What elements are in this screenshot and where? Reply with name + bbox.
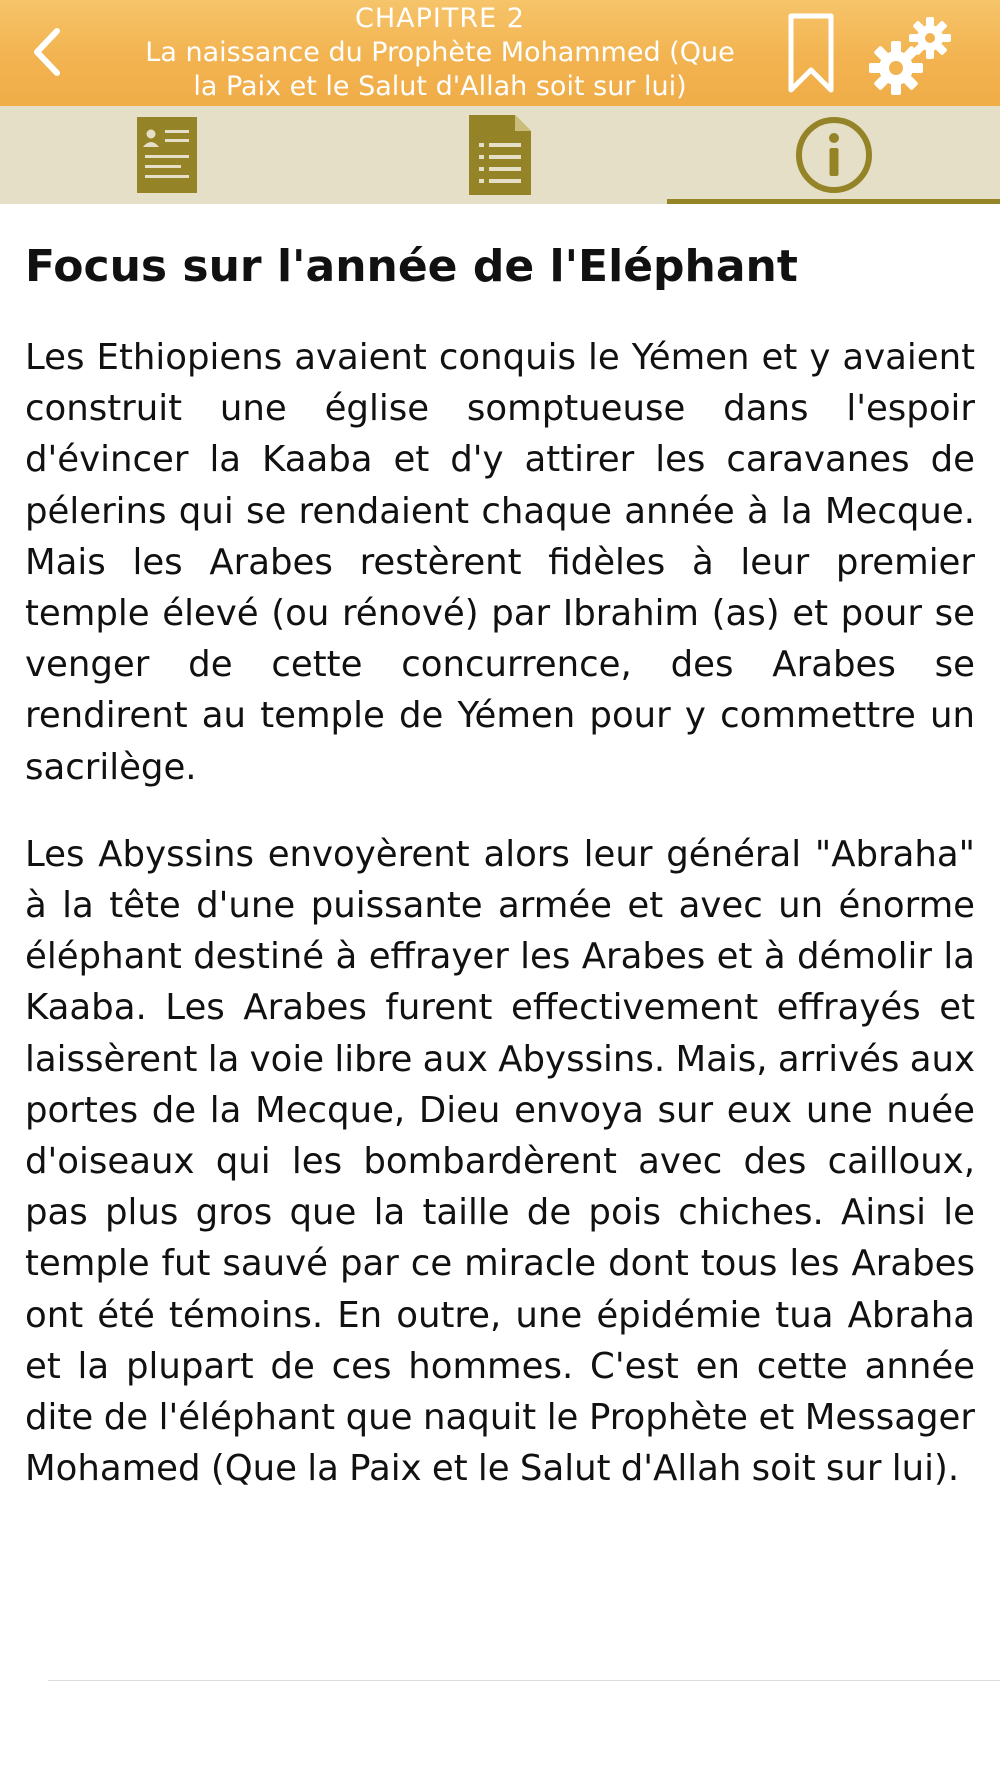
chevron-left-icon <box>29 27 63 77</box>
article-heading: Focus sur l'année de l'Eléphant <box>25 241 798 292</box>
bookmark-button[interactable] <box>785 12 837 96</box>
document-list-icon <box>469 115 531 195</box>
article-paragraph-1: Les Ethiopiens avaient conquis le Yémen et y avaient construit une église somptueuse dans l'espoir d'évincer la Kaaba et d'y attirer les caravanes de pélerins qui se rendaient chaque année à la Mecque. Mais les Arabes restèrent fidèles à leur premier temple élevé (ou rénové) par Ibrahim (as) et pour se venger de cette concurrence, des Arabes se rendirent au temple de Yémen pour y commettre un sacrilège. <box>25 337 975 788</box>
chapter-label: CHAPITRE 2 <box>355 3 525 34</box>
bookmark-icon <box>785 12 837 96</box>
settings-button[interactable] <box>868 12 954 96</box>
article <box>25 236 975 1530</box>
tab-info[interactable] <box>667 106 1000 204</box>
tab-text[interactable] <box>333 106 666 204</box>
contact-card-icon <box>137 117 197 193</box>
chapter-title-line-1: La naissance du Prophète Mohammed (Que <box>145 37 735 68</box>
article-paragraph-2: Les Abyssins envoyèrent alors leur général "Abraha" à la tête d'une puissante armée et avec un énorme éléphant destiné à effrayer les Arabes et à démolir la Kaaba. Les Arabes furent effectivement effrayés et laissèrent la voie libre aux Abyssins. Mais, arrivés aux portes de la Mecque, Dieu envoya sur eux une nuée d'oiseaux qui les bombardèrent avec des cailloux, pas plus gros que la taille de pois chiches. Ainsi le temple fut sauvé par ce miracle dont tous les Arabes ont été témoins. En outre, une épidémie tua Abraha et la plupart de ces hommes. C'est en cette année dite de l'éléphant que naquit le Prophète et Messager Mohamed (Que la Paix et le Salut d'Allah soit sur lui). <box>25 833 975 1490</box>
chapter-title-line-2: la Paix et le Salut d'Allah soit sur lui) <box>193 71 687 102</box>
gears-icon <box>868 12 954 96</box>
tab-bar <box>0 106 1000 204</box>
bottom-divider <box>48 1680 1000 1681</box>
tab-summary[interactable] <box>0 106 333 204</box>
info-icon <box>794 115 874 195</box>
top-header-bar <box>0 0 1000 106</box>
back-button[interactable] <box>22 24 70 80</box>
chapter-header <box>95 2 785 104</box>
